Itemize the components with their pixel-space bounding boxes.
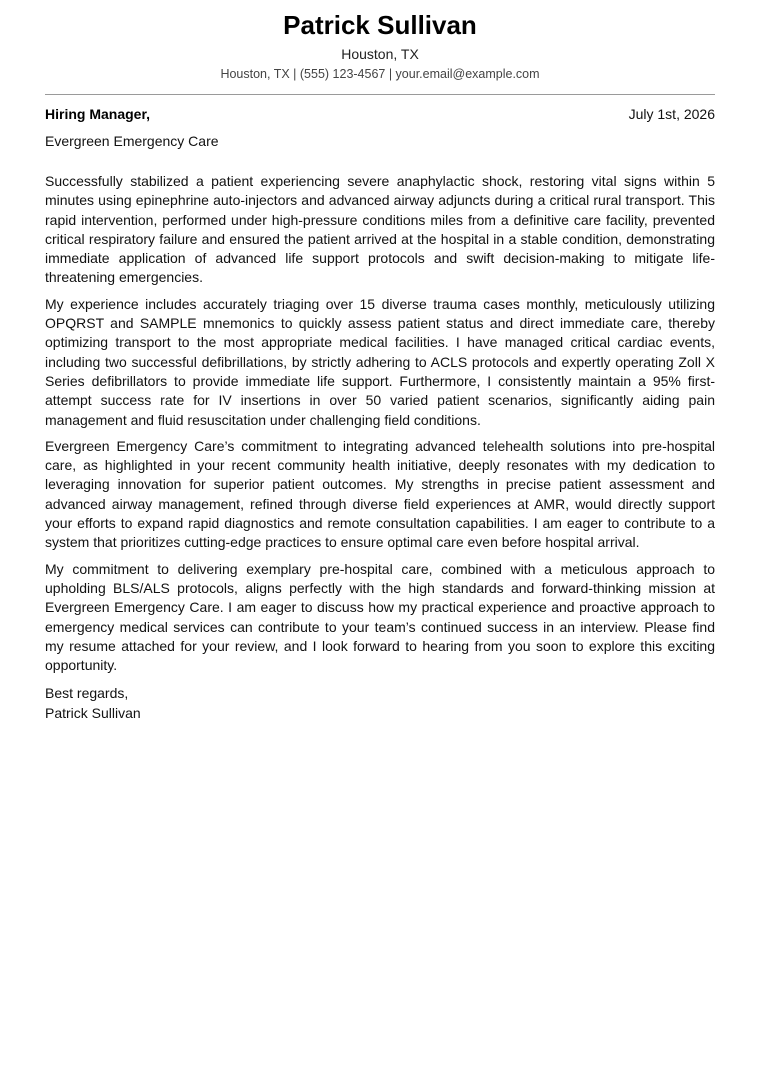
letter-date: July 1st, 2026	[628, 106, 715, 122]
header-divider	[45, 94, 715, 95]
letter-header	[45, 0, 715, 82]
applicant-name: Patrick Sullivan	[283, 10, 477, 40]
applicant-contact-line: Houston, TX | (555) 123-4567 | your.email@example.com	[220, 67, 540, 81]
applicant-location: Houston, TX	[341, 46, 419, 62]
salutation-date-row	[45, 105, 715, 123]
body-paragraph-3: Evergreen Emergency Care’s commitment to integrating advanced telehealth solutions into pre-hospital care, as highlighted in your recent community health initiative, deeply resonates with my dedication to leveraging innovation for superior patient outcomes. My strengths in precise patient assessment and advanced airway management, refined through diverse field experiences at AMR, would directly support your efforts to expand rapid diagnostics and remote consultation capabilities. I am eager to contribute to a system that prioritizes cutting-edge practices to ensure optimal care even before hospital arrival.	[45, 437, 715, 551]
body-paragraph-2: My experience includes accurately triaging over 15 diverse trauma cases monthly, meticulously utilizing OPQRST and SAMPLE mnemonics to quickly assess patient status and direct immediate care, thereby optimizing transport to the most appropriate medical facilities. I have managed critical cardiac events, including two successful defibrillations, by strictly adhering to ACLS protocols and expertly operating Zoll X Series defibrillators to provide immediate life support. Furthermore, I consistently maintain a 95% first-attempt success rate for IV insertions in over 50 varied patient scenarios, significantly aiding pain management and fluid resuscitation under challenging field conditions.	[45, 295, 715, 428]
letter-body	[45, 172, 715, 675]
signature-name: Patrick Sullivan	[45, 704, 141, 721]
closing-phrase: Best regards,	[45, 685, 129, 702]
body-paragraph-4: My commitment to delivering exemplary pre-hospital care, combined with a meticulous approach to upholding BLS/ALS protocols, aligns perfectly with the high standards and forward-thinking mission at Evergreen Emergency Care. I am eager to discuss how my practical experience and proactive approach to emergency medical services can contribute to your team’s continued success in an interview. Please find my resume attached for your review, and I look forward to hearing from you soon to explore this exciting opportunity.	[45, 560, 715, 674]
body-paragraph-1: Successfully stabilized a patient experiencing severe anaphylactic shock, restoring vital signs within 5 minutes using epinephrine auto-injectors and advanced airway adjuncts during a critical rural transport. This rapid intervention, performed under high-pressure conditions miles from a definitive care facility, prevented critical respiratory failure and ensured the patient arrived at the hospital in a stable condition, demonstrating immediate application of advanced life support protocols and swift decision-making to mitigate life-threatening emergencies.	[45, 173, 715, 286]
letter-closing	[45, 684, 715, 723]
recipient-company: Evergreen Emergency Care	[45, 133, 219, 149]
salutation: Hiring Manager,	[45, 106, 151, 122]
